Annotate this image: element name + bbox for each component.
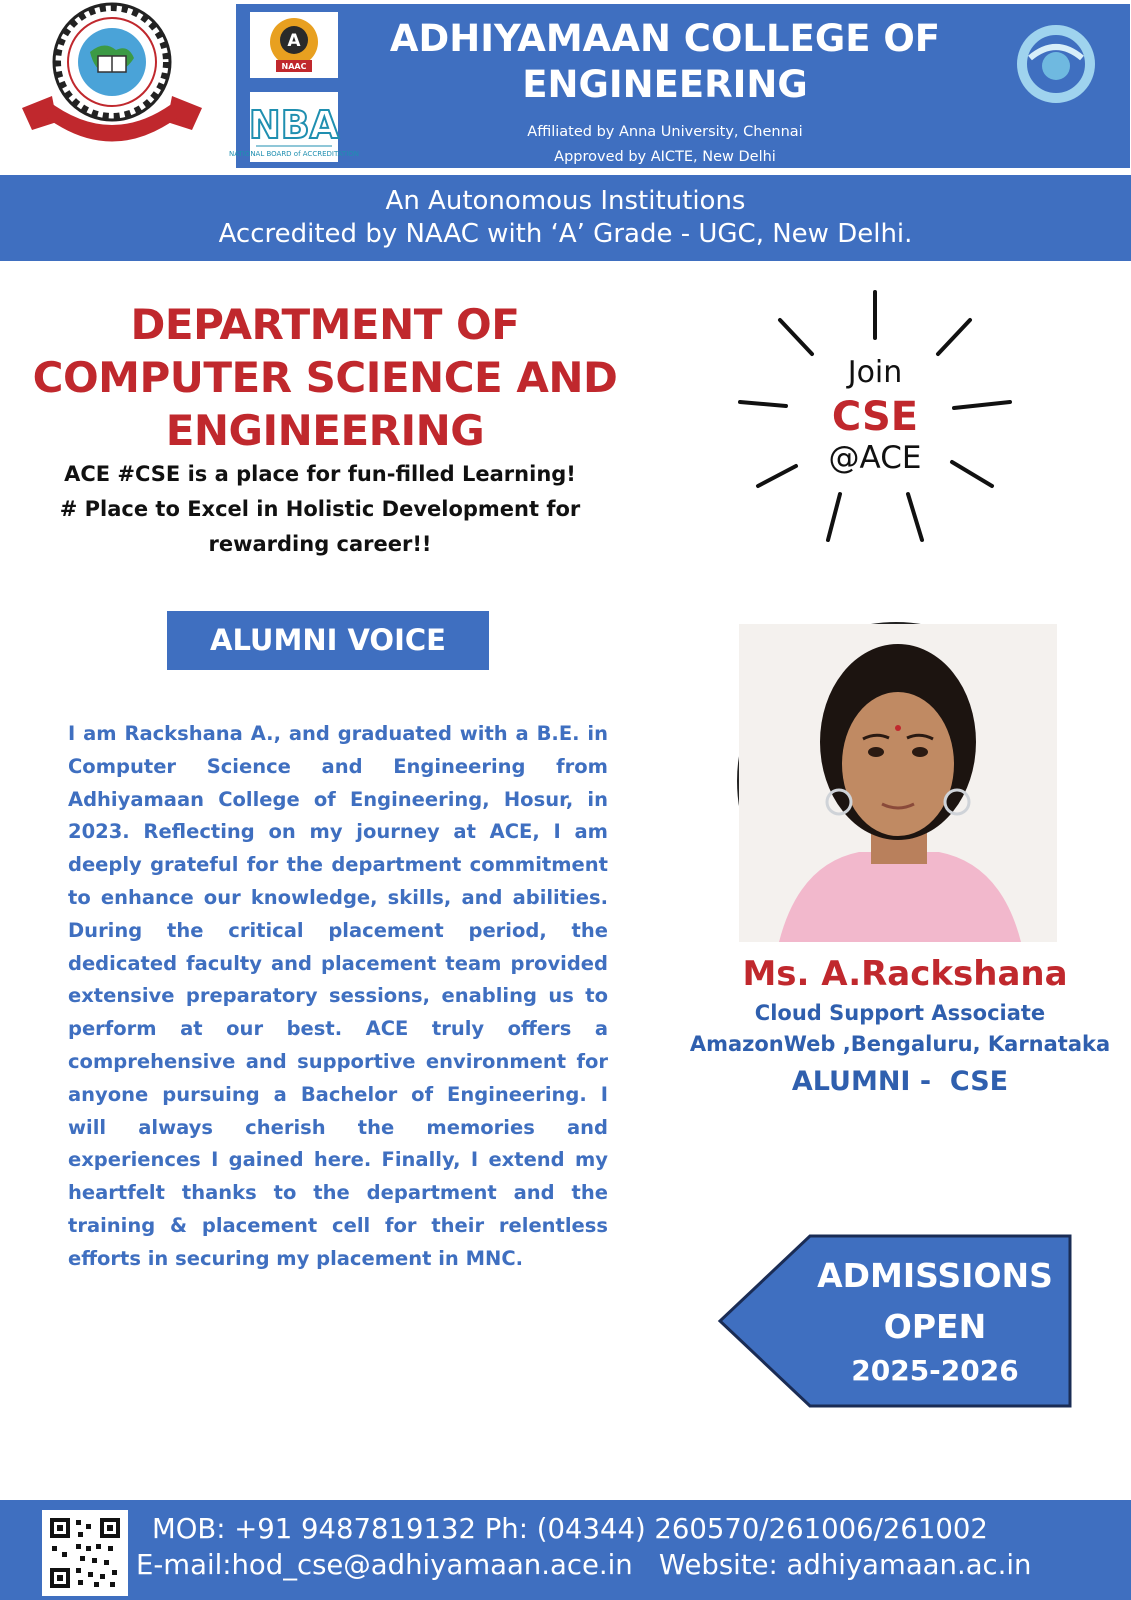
department-tagline <box>20 457 620 562</box>
ace-text: @ACE <box>828 440 922 476</box>
naac-badge-letter: A <box>287 31 301 51</box>
footer-web: E-mail:hod_cse@adhiyamaan.ace.in Website: adhiyamaan.ac.in <box>136 1549 1032 1581</box>
department-title: DEPARTMENT OF COMPUTER SCIENCE AND ENGINEERING <box>32 300 618 455</box>
alumnus-photo <box>737 622 1055 940</box>
autonomous-text: An Autonomous Institutions <box>385 186 746 216</box>
college-name: ADHIYAMAAN COLLEGE OF ENGINEERING <box>389 17 941 106</box>
cse-text: CSE <box>831 394 919 440</box>
qr-code-icon[interactable] <box>42 1510 128 1596</box>
tagline-line-1: ACE #CSE is a place for fun-filled Learning! <box>64 462 576 486</box>
admissions-open-label <box>800 1250 1070 1352</box>
tagline-line-2: # Place to Excel in Holistic Development for rewarding career!! <box>59 497 581 556</box>
accreditation-band <box>0 175 1131 261</box>
footer-contact: MOB: +91 9487819132 Ph: (04344) 260570/261006/261002 <box>152 1513 988 1545</box>
join-text: Join <box>847 355 903 390</box>
alumnus-role: Cloud Support Associate <box>754 1001 1046 1025</box>
affiliation-block <box>360 120 970 170</box>
nba-badge <box>228 92 360 162</box>
accreditation-text: Accredited by NAAC with ‘A’ Grade - UGC, New Delhi. <box>218 219 913 249</box>
college-seal-logo <box>12 0 212 160</box>
nba-badge-label: NBA <box>248 103 340 147</box>
ace-corner-logo <box>1010 18 1102 110</box>
alumnus-batch: ALUMNI - CSE <box>791 1066 1009 1097</box>
alumni-testimonial: I am Rackshana A., and graduated with a B.E. in Computer Science and Engineering from Adhiyamaan College of Engineering, Hosur, in 2023. Reflecting on my journey at ACE, I am deeply grateful for the department commitment to enhance our knowledge, skills, and abilities. During the critical placement period, the dedicated faculty and placement team provided extensive preparatory sessions, enabling us to perform at our best. ACE truly offers a comprehensive and supportive environment for anyone pursuing a Bachelor of Engineering. I will always cherish the memories and experiences I gained here. Finally, I extend my heartfelt thanks to the department and the training & placement cell for their relentless efforts in securing my placement in MNC. <box>68 722 608 1270</box>
admissions-line-2: OPEN <box>883 1307 987 1346</box>
alumnus-company: AmazonWeb ,Bengaluru, Karnataka <box>689 1032 1111 1056</box>
alumni-voice-heading: ALUMNI VOICE <box>167 611 489 670</box>
alumnus-name: Ms. A.Rackshana <box>742 954 1068 994</box>
admissions-line-1: ADMISSIONS <box>817 1256 1053 1295</box>
naac-badge-label: NAAC <box>281 62 307 71</box>
approval-text: Approved by AICTE, New Delhi <box>554 149 776 165</box>
alumnus-details <box>670 998 1130 1060</box>
affiliation-text: Affiliated by Anna University, Chennai <box>527 124 803 140</box>
naac-badge <box>250 12 338 78</box>
admissions-year: 2025-2026 <box>851 1354 1019 1387</box>
join-cse-burst <box>740 290 1010 560</box>
nba-badge-subtext: NATIONAL BOARD of ACCREDITATION <box>228 150 360 158</box>
